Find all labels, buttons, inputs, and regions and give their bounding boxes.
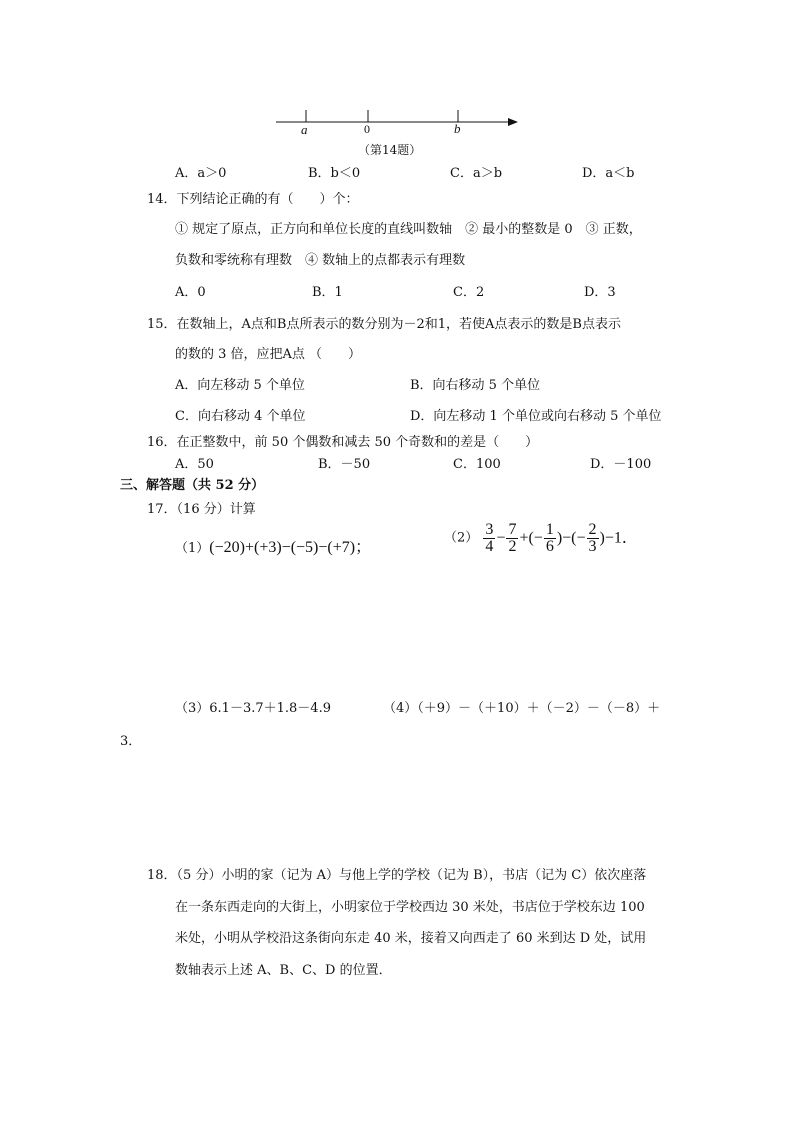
q17-part2-op-3: )−(− (556, 529, 586, 547)
q16-stem: 16．在正整数中，前 50 个偶数和减去 50 个奇数和的差是（ ） (147, 435, 539, 450)
q15-option-c: C．向右移动 4 个单位 (175, 409, 306, 424)
q14-option-c: C．2 (453, 285, 485, 300)
q15-line1: 15．在数轴上，A点和B点所表示的数分别为－2和1，若使A点表示的数是B点表示 (147, 317, 621, 332)
label-b: b (454, 121, 461, 136)
q14-option-b: B．1 (312, 285, 343, 300)
q18-line4: 数轴表示上述 A、B、C、D 的位置． (175, 963, 392, 978)
q14-option-a: A．0 (175, 285, 206, 300)
q13-option-d: D．a＜b (582, 166, 635, 181)
q17-part2-label: （2） (444, 530, 479, 546)
q15-option-b: B．向右移动 5 个单位 (410, 378, 541, 393)
q16-option-a: A．50 (175, 457, 214, 472)
q15-line2: 的数的 3 倍，应把A点 （ ） (175, 347, 362, 362)
q17-stem: 17．（16 分）计算 (147, 502, 256, 517)
number-line-figure (270, 100, 530, 145)
q17-part2 (444, 522, 638, 555)
q16-option-d: D．－100 (590, 457, 652, 472)
q17-part2-op-1: − (496, 529, 506, 547)
q15-option-d: D．向左移动 1 个单位或向右移动 5 个单位 (410, 409, 662, 424)
q18-line2: 在一条东西走向的大街上，小明家位于学校西边 30 米处，书店位于学校东边 100 (175, 900, 645, 915)
q14-line2: 负数和零统称有理数 ④ 数轴上的点都表示有理数 (175, 253, 466, 268)
q17-part1 (175, 534, 371, 557)
q17-part4: （4）（＋9）－（＋10）＋（－2）－（－8）＋ (383, 701, 661, 716)
q18-line1: 18．（5 分）小明的家（记为 A）与他上学的学校（记为 B），书店（记为 C）依次座落 (147, 868, 647, 883)
label-0: 0 (364, 122, 370, 136)
q13-option-b: B．b＜0 (308, 166, 361, 181)
q13-option-a: A．a＞0 (175, 166, 227, 181)
q16-option-b: B．－50 (318, 457, 371, 472)
q17-part2-fraction-1: $\frac{3}{4}$ (485, 521, 494, 555)
q17-part2-tail: )−1． (599, 529, 638, 547)
figure-caption: （第14题） (358, 143, 422, 157)
q14-line1: ① 规定了原点，正方向和单位长度的直线叫数轴 ② 最小的整数是 0 ③ 正数， (175, 222, 642, 237)
number-line-arrow (508, 118, 518, 126)
q17-part2-fraction-2: $\frac{7}{2}$ (508, 521, 517, 555)
q17-part2-fraction-4: $\frac{2}{3}$ (588, 521, 597, 555)
q17-part3: （3）6.1－3.7＋1.8－4.9 (175, 701, 331, 716)
q17-part2-op-2: +(− (519, 529, 543, 547)
q17-part2-fraction-3: $\frac{1}{6}$ (545, 521, 554, 555)
q17-part1-label: （1） (175, 541, 210, 556)
section-3-title: 三、解答题（共 52 分） (120, 478, 265, 493)
q18-line3: 米处，小明从学校沿这条街向东走 40 米，接着又向西走了 60 米到达 D 处，试用 (175, 931, 647, 946)
q14-option-d: D．3 (584, 285, 616, 300)
q15-option-a: A．向左移动 5 个单位 (175, 378, 305, 393)
q16-option-c: C．100 (453, 457, 501, 472)
label-a: a (301, 122, 308, 137)
q13-option-c: C．a＞b (450, 166, 503, 181)
q17-part4-continuation: 3． (120, 734, 142, 749)
q14-stem: 14．下列结论正确的有（ ）个： (147, 192, 359, 207)
q17-part1-expr: (−20)+(+3)−(−5)−(+7)； (209, 539, 372, 556)
